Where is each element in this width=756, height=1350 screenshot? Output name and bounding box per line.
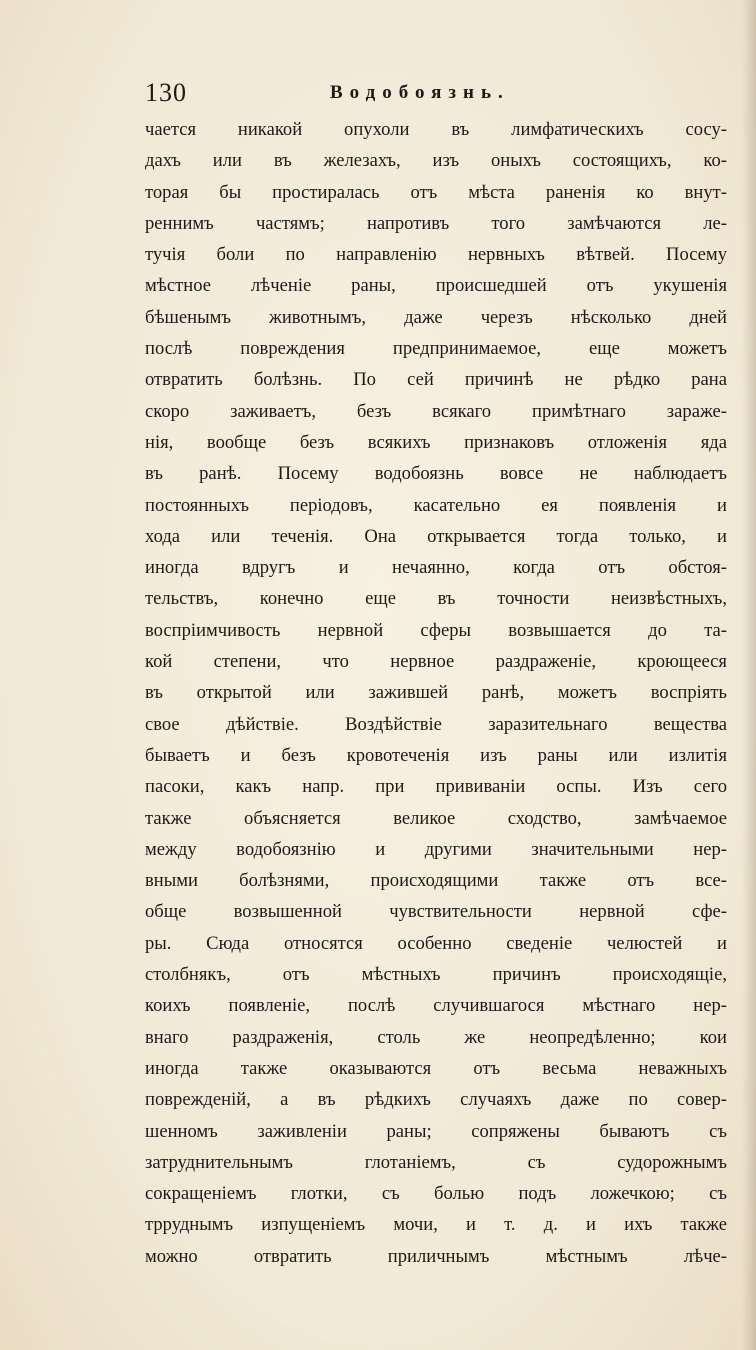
text-line: пасоки, какъ напр. при прививаніи оспы. Изъ сего xyxy=(145,776,727,798)
text-line: трруднымъ изпущеніемъ мочи, и т. д. и ихъ также xyxy=(145,1214,727,1236)
text-line: кой степени, что нервное раздраженіе, кроющееся xyxy=(145,651,727,673)
text-line: между водобоязнію и другими значительными нер- xyxy=(145,838,727,860)
text-line: коихъ появленіе, послѣ случившагося мѣстнаго нер- xyxy=(145,995,727,1017)
text-line: бѣшенымъ животнымъ, даже черезъ нѣсколько дней xyxy=(145,306,727,328)
text-line: внаго раздраженія, столь же неопредѣленно; кои xyxy=(145,1026,727,1048)
text-line: вными болѣзнями, происходящими также отъ все- xyxy=(145,870,727,892)
text-line: отвратить болѣзнь. По сей причинѣ не рѣдко рана xyxy=(145,369,727,391)
text-line: можно отвратить приличнымъ мѣстнымъ лѣче- xyxy=(145,1245,727,1267)
text-line: сокращеніемъ глотки, съ болью подъ ложечкою; съ xyxy=(145,1183,727,1205)
text-line: въ открытой или зажившей ранѣ, можетъ воспріять xyxy=(145,682,727,704)
text-line: хода или теченія. Она открывается тогда только, и xyxy=(145,525,727,547)
text-line: нія, вообще безъ всякихъ признаковъ отложенія яда xyxy=(145,431,727,453)
text-line: иногда вдругъ и нечаянно, когда отъ обстоя- xyxy=(145,557,727,579)
text-line: постоянныхъ періодовъ, касательно ея появленія и xyxy=(145,494,727,516)
text-line: тучія боли по направленію нервныхъ вѣтвей. Посему xyxy=(145,244,727,266)
text-line: иногда также оказываются отъ весьма неважныхъ xyxy=(145,1057,727,1079)
text-line: также объясняется великое сходство, замѣчаемое xyxy=(145,807,727,829)
body-text xyxy=(145,114,727,1272)
text-line: скоро заживаетъ, безъ всякаго примѣтнаго зараже- xyxy=(145,400,727,422)
text-line: дахъ или въ железахъ, изъ оныхъ состоящихъ, ко- xyxy=(145,150,727,172)
text-line: затруднительнымъ глотаніемъ, съ судорожнымъ xyxy=(145,1151,727,1173)
text-line: реннимъ частямъ; напротивъ того замѣчаются ле- xyxy=(145,212,727,234)
text-line: обще возвышенной чувствительности нервной сфе- xyxy=(145,901,727,923)
page-edge-shadow xyxy=(742,0,756,1350)
text-line: шенномъ заживленіи раны; сопряжены бываютъ съ xyxy=(145,1120,727,1142)
text-line: чается никакой опухоли въ лимфатическихъ сосу- xyxy=(145,119,727,140)
text-line: мѣстное лѣченіе раны, происшедшей отъ укушенія xyxy=(145,275,727,297)
text-line: послѣ повреждения предпринимаемое, еще можетъ xyxy=(145,338,727,360)
text-line: столбнякъ, отъ мѣстныхъ причинъ происходящіе, xyxy=(145,964,727,986)
page-number: 130 xyxy=(145,78,187,107)
text-line: торая бы простиралась отъ мѣста раненія ко внут- xyxy=(145,181,727,203)
text-line: бываетъ и безъ кровотеченія изъ раны или излитія xyxy=(145,744,727,766)
page-header xyxy=(145,78,625,108)
running-title: Водобоязнь. xyxy=(330,82,510,103)
text-line: воспріимчивость нервной сферы возвышается до та- xyxy=(145,619,727,641)
text-line: въ ранѣ. Посему водобоязнь вовсе не наблюдаетъ xyxy=(145,463,727,485)
text-line: поврежденій, а въ рѣдкихъ случаяхъ даже по совер- xyxy=(145,1089,727,1111)
text-line: ры. Сюда относятся особенно сведеніе челюстей и xyxy=(145,932,727,954)
text-line: свое дѣйствіе. Воздѣйствіе заразительнаго вещества xyxy=(145,713,727,735)
text-line: тельствъ, конечно еще въ точности неизвѣстныхъ, xyxy=(145,588,727,610)
